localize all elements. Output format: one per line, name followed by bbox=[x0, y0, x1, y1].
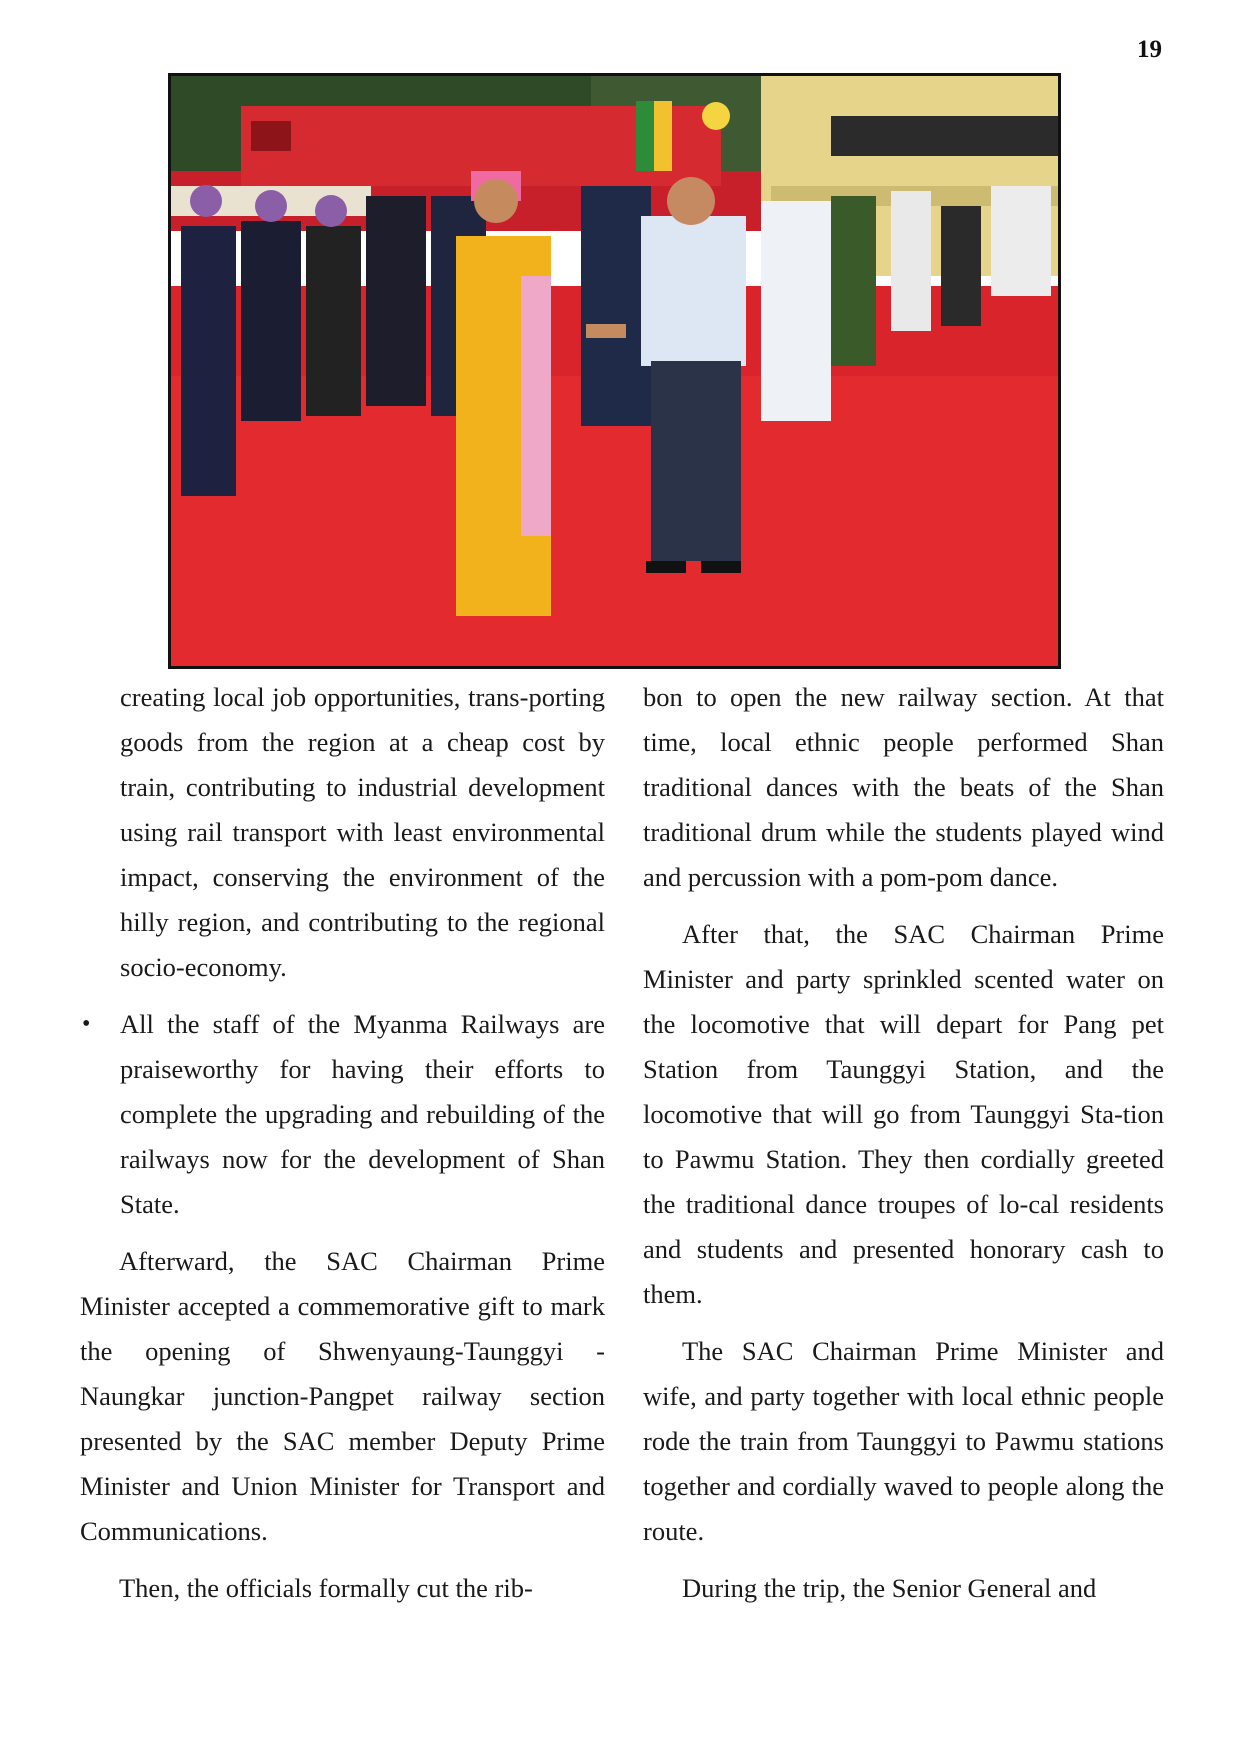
photo-ceremony-image bbox=[168, 73, 1061, 669]
bullet-text: All the staff of the Myanma Railways are praiseworthy for having their efforts to complete the upgrading and rebuilding of the railways now for the development of Shan State. bbox=[120, 1009, 605, 1219]
paragraph-then: Then, the officials formally cut the rib- bbox=[119, 1573, 533, 1603]
bullet-icon: • bbox=[82, 1011, 91, 1037]
paragraph-ribbon: bon to open the new railway section. At that time, local ethnic people performed Shan traditional dances with the beats of the Shan traditional drum while the students played wind and percussion with a pom-pom dance. bbox=[643, 682, 1164, 892]
paragraph-trip: During the trip, the Senior General and bbox=[682, 1573, 1097, 1603]
left-column bbox=[80, 675, 605, 1623]
bullet-list-item bbox=[80, 1002, 605, 1227]
continued-paragraph: creating local job opportunities, trans-porting goods from the region at a cheap cost by train, contributing to industrial development using rail transport with least environmental impact, conserving the environment of the hilly region, and contributing to the regional socio-economy. bbox=[120, 682, 605, 982]
photo-illustration bbox=[171, 76, 1058, 666]
right-column bbox=[643, 675, 1164, 1623]
paragraph-after-that: After that, the SAC Chairman Prime Minister and party sprinkled scented water on the locomotive that will depart for Pang pet Station from Taunggyi Station, and the locomotive that will go from Taunggyi Sta-tion to Pawmu Station. They then cordially greeted the traditional dance troupes of lo-cal residents and students and presented honorary cash to them. bbox=[643, 919, 1164, 1309]
paragraph-afterward: Afterward, the SAC Chairman Prime Minister accepted a commemorative gift to mark the opening of Shwenyaung-Taunggyi -Naungkar junction-Pangpet railway section presented by the SAC member Deputy Prime Minister and Union Minister for Transport and Communications. bbox=[80, 1246, 605, 1546]
page-number: 19 bbox=[1137, 36, 1162, 63]
paragraph-wife: The SAC Chairman Prime Minister and wife, and party together with local ethnic people rode the train from Taunggyi to Pawmu stations together and cordially waved to people along the route. bbox=[643, 1336, 1164, 1546]
